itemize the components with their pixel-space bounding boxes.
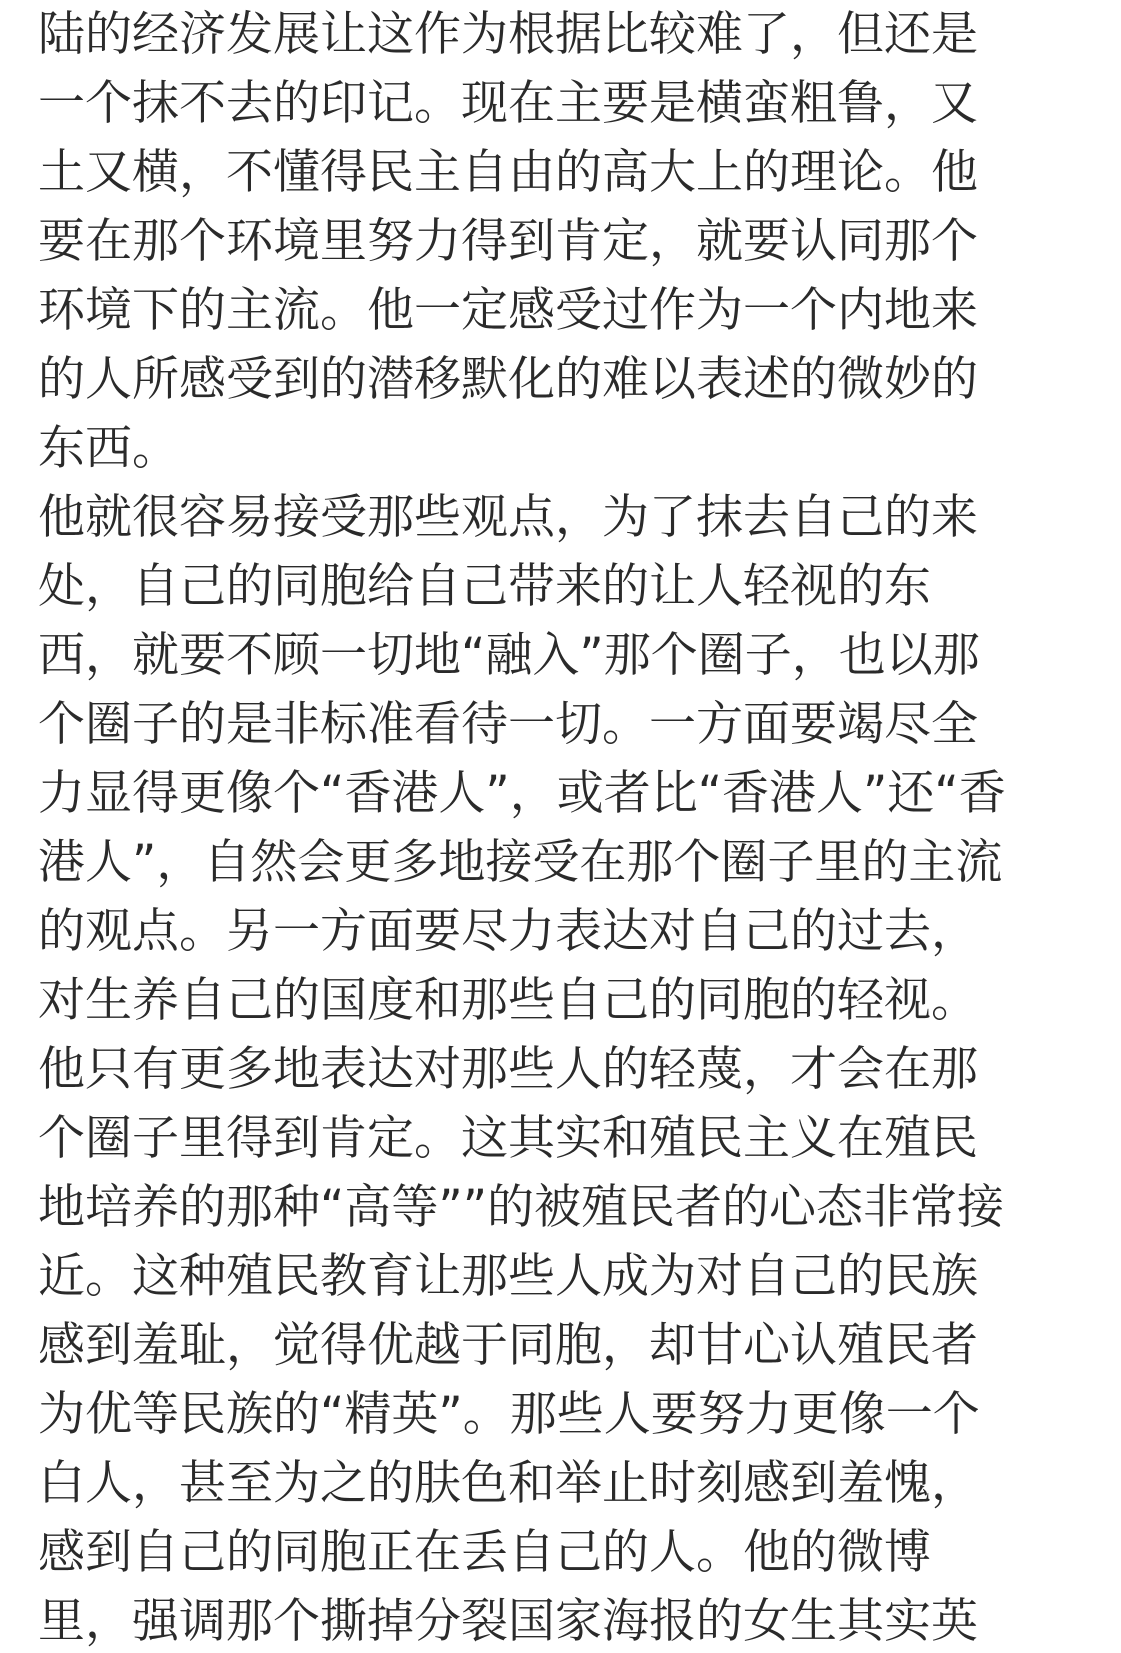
text-line-8: 他就很容易接受那些观点，为了抹去自己的来 (38, 490, 978, 545)
text-line-23: 感到自己的同胞正在丢自己的人。他的微博 (38, 1525, 931, 1580)
text-line-3: 土又横，不懂得民主自由的高大上的理论。他 (38, 145, 978, 200)
text-line-6: 的人所感受到的潜移默化的难以表述的微妙的 (38, 352, 978, 407)
text-line-5: 环境下的主流。他一定感受过作为一个内地来 (38, 283, 978, 338)
text-line-19: 近。这种殖民教育让那些人成为对自己的民族 (38, 1249, 978, 1304)
text-line-18: 地培养的那种“高等””的被殖民者的心态非常接 (38, 1180, 1005, 1235)
text-line-15: 对生养自己的国度和那些自己的同胞的轻视。 (38, 973, 978, 1028)
text-line-7: 东西。 (38, 421, 179, 476)
text-line-22: 白人，甚至为之的肤色和举止时刻感到羞愧， (38, 1456, 978, 1511)
text-line-9: 处，自己的同胞给自己带来的让人轻视的东 (38, 559, 931, 614)
text-line-11: 个圈子的是非标准看待一切。一方面要竭尽全 (38, 697, 978, 752)
text-line-10: 西，就要不顾一切地“融入”那个圈子，也以那 (38, 628, 980, 683)
text-line-4: 要在那个环境里努力得到肯定，就要认同那个 (38, 214, 978, 269)
text-line-20: 感到羞耻，觉得优越于同胞，却甘心认殖民者 (38, 1318, 978, 1373)
text-line-17: 个圈子里得到肯定。这其实和殖民主义在殖民 (38, 1111, 978, 1166)
text-line-12: 力显得更像个“香港人”，或者比“香港人”还“香 (38, 766, 1006, 821)
text-line-1: 陆的经济发展让这作为根据比较难了，但还是 (38, 7, 978, 62)
post-text-body (38, 0, 1113, 1653)
text-line-2: 一个抹不去的印记。现在主要是横蛮粗鲁，又 (38, 76, 978, 131)
text-line-24: 里，强调那个撕掉分裂国家海报的女生其实英 (38, 1594, 978, 1649)
text-line-13: 港人”，自然会更多地接受在那个圈子里的主流 (38, 835, 1003, 890)
text-line-21: 为优等民族的“精英”。那些人要努力更像一个 (38, 1387, 980, 1442)
text-line-14: 的观点。另一方面要尽力表达对自己的过去， (38, 904, 978, 959)
text-line-16: 他只有更多地表达对那些人的轻蔑，才会在那 (38, 1042, 978, 1097)
